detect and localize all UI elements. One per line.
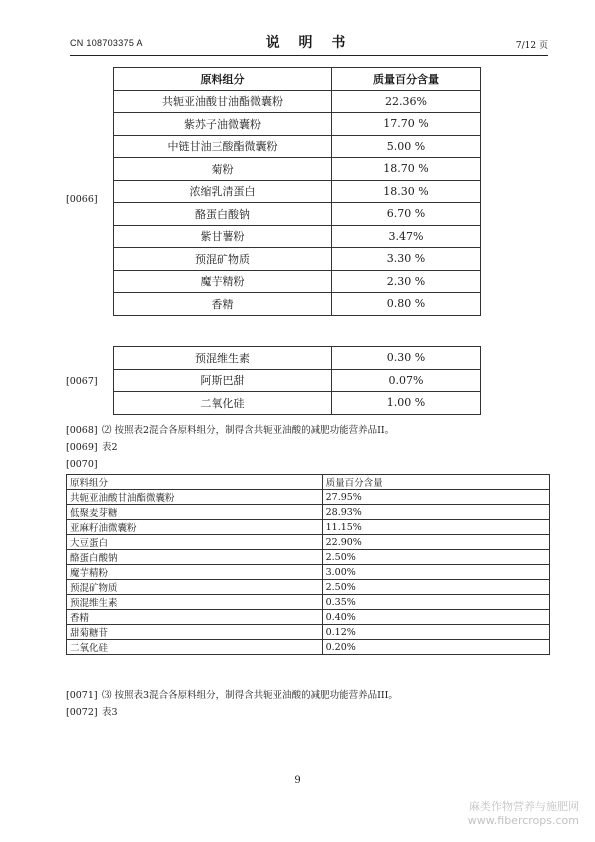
table-row bbox=[114, 203, 481, 226]
publication-number: CN 108703375 A bbox=[70, 38, 143, 48]
ingredient-cell: 二氧化硅 bbox=[67, 640, 323, 655]
table-row bbox=[67, 505, 550, 520]
table-row bbox=[114, 369, 481, 392]
percent-cell: 2.50% bbox=[322, 550, 549, 565]
ingredient-cell: 共轭亚油酸甘油酯微囊粉 bbox=[114, 90, 332, 113]
column-header-ingredient: 原料组分 bbox=[114, 68, 332, 91]
percent-cell: 1.00 % bbox=[332, 392, 481, 415]
paragraph-number: [0066] bbox=[66, 194, 98, 205]
table-row bbox=[114, 90, 481, 113]
ingredient-cell: 紫甘薯粉 bbox=[114, 225, 332, 248]
table-row bbox=[67, 490, 550, 505]
paragraph-0068 bbox=[66, 425, 394, 437]
paragraph-text: 表2 bbox=[102, 442, 118, 453]
ingredient-cell: 菊粉 bbox=[114, 158, 332, 181]
table-row bbox=[114, 180, 481, 203]
table-row bbox=[114, 113, 481, 136]
paragraph-number: [0071] bbox=[66, 690, 98, 701]
table-1 bbox=[113, 67, 481, 316]
page-number: 9 bbox=[294, 775, 301, 786]
percent-cell: 22.36% bbox=[332, 90, 481, 113]
ingredient-cell: 浓缩乳清蛋白 bbox=[114, 180, 332, 203]
ingredient-cell: 低聚麦芽糖 bbox=[67, 505, 323, 520]
percent-cell: 0.40% bbox=[322, 610, 549, 625]
percent-cell: 5.00 % bbox=[332, 135, 481, 158]
paragraph-number: [0069] bbox=[66, 442, 98, 453]
ingredient-cell: 魔芋精粉 bbox=[114, 270, 332, 293]
percent-cell: 0.30 % bbox=[332, 347, 481, 370]
table-header-row bbox=[67, 475, 550, 490]
paragraph-number: [0070] bbox=[66, 459, 98, 470]
watermark-url: www.fibercrops.com bbox=[467, 814, 579, 827]
table-row bbox=[67, 520, 550, 535]
table-row bbox=[114, 135, 481, 158]
column-header-mass-percent: 质量百分含量 bbox=[322, 475, 549, 490]
table-header-row bbox=[114, 68, 481, 91]
ingredient-cell: 预混矿物质 bbox=[114, 248, 332, 271]
table-row bbox=[114, 392, 481, 415]
paragraph-text: 表3 bbox=[102, 707, 118, 718]
percent-cell: 18.70 % bbox=[332, 158, 481, 181]
ingredient-cell: 共轭亚油酸甘油酯微囊粉 bbox=[67, 490, 323, 505]
paragraph-0072 bbox=[66, 707, 118, 719]
ingredient-cell: 香精 bbox=[114, 293, 332, 316]
watermark bbox=[468, 800, 579, 828]
ingredient-cell: 预混维生素 bbox=[114, 347, 332, 370]
table-row bbox=[114, 270, 481, 293]
column-header-ingredient: 原料组分 bbox=[67, 475, 323, 490]
percent-cell: 18.30 % bbox=[332, 180, 481, 203]
paragraph-number: [0072] bbox=[66, 707, 98, 718]
percent-cell: 2.50% bbox=[322, 580, 549, 595]
table-2 bbox=[66, 474, 550, 655]
table-row bbox=[114, 225, 481, 248]
ingredient-cell: 预混维生素 bbox=[67, 595, 323, 610]
document-title: 说 明 书 bbox=[265, 35, 353, 51]
ingredient-cell: 预混矿物质 bbox=[67, 580, 323, 595]
table-row bbox=[67, 565, 550, 580]
ingredient-cell: 阿斯巴甜 bbox=[114, 369, 332, 392]
ingredient-cell: 甜菊糖苷 bbox=[67, 625, 323, 640]
percent-cell: 0.12% bbox=[322, 625, 549, 640]
percent-cell: 17.70 % bbox=[332, 113, 481, 136]
percent-cell: 0.35% bbox=[322, 595, 549, 610]
paragraph-0071 bbox=[66, 690, 398, 702]
ingredient-cell: 酪蛋白酸钠 bbox=[67, 550, 323, 565]
percent-cell: 3.00% bbox=[322, 565, 549, 580]
percent-cell: 2.30 % bbox=[332, 270, 481, 293]
table-1-continued bbox=[113, 346, 481, 415]
page-ratio: 7/12 页 bbox=[515, 41, 548, 51]
table-row bbox=[67, 595, 550, 610]
ingredient-cell: 酪蛋白酸钠 bbox=[114, 203, 332, 226]
percent-cell: 0.80 % bbox=[332, 293, 481, 316]
table-row bbox=[114, 293, 481, 316]
table-row bbox=[67, 625, 550, 640]
table-row bbox=[114, 248, 481, 271]
paragraph-number: [0067] bbox=[66, 376, 98, 387]
ingredient-cell: 中链甘油三酸酯微囊粉 bbox=[114, 135, 332, 158]
percent-cell: 28.93% bbox=[322, 505, 549, 520]
percent-cell: 0.07% bbox=[332, 369, 481, 392]
table-row bbox=[114, 158, 481, 181]
table-row bbox=[67, 535, 550, 550]
table-row bbox=[67, 550, 550, 565]
table-row bbox=[67, 640, 550, 655]
percent-cell: 27.95% bbox=[322, 490, 549, 505]
ingredient-cell: 亚麻籽油微囊粉 bbox=[67, 520, 323, 535]
percent-cell: 22.90% bbox=[322, 535, 549, 550]
percent-cell: 3.30 % bbox=[332, 248, 481, 271]
watermark-site-name: 麻类作物营养与施肥网 bbox=[469, 800, 579, 813]
header-divider bbox=[70, 55, 548, 56]
paragraph-0069 bbox=[66, 442, 118, 454]
ingredient-cell: 魔芋精粉 bbox=[67, 565, 323, 580]
percent-cell: 11.15% bbox=[322, 520, 549, 535]
percent-cell: 0.20% bbox=[322, 640, 549, 655]
column-header-mass-percent: 质量百分含量 bbox=[332, 68, 481, 91]
percent-cell: 3.47% bbox=[332, 225, 481, 248]
table-row bbox=[114, 347, 481, 370]
table-row bbox=[67, 580, 550, 595]
ingredient-cell: 香精 bbox=[67, 610, 323, 625]
ingredient-cell: 大豆蛋白 bbox=[67, 535, 323, 550]
page-header bbox=[70, 32, 548, 52]
percent-cell: 6.70 % bbox=[332, 203, 481, 226]
paragraph-text: ⑵ 按照表2混合各原料组分，制得含共轭亚油酸的减肥功能营养品II。 bbox=[102, 425, 395, 436]
paragraph-text: ⑶ 按照表3混合各原料组分，制得含共轭亚油酸的减肥功能营养品III。 bbox=[102, 690, 398, 701]
paragraph-number: [0068] bbox=[66, 425, 98, 436]
ingredient-cell: 紫苏子油微囊粉 bbox=[114, 113, 332, 136]
ingredient-cell: 二氧化硅 bbox=[114, 392, 332, 415]
table-row bbox=[67, 610, 550, 625]
